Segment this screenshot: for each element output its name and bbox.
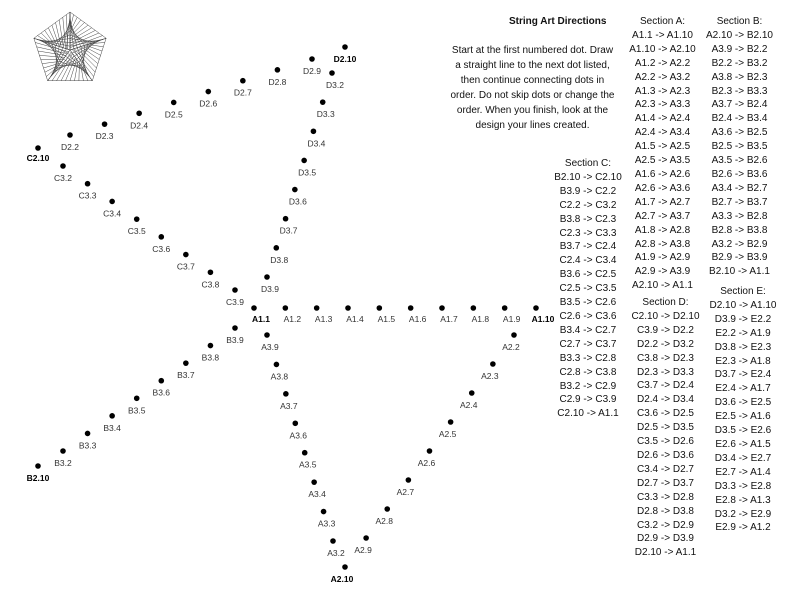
dot-marker <box>85 181 91 187</box>
dot-marker <box>283 391 289 397</box>
section-b-step: B2.2 -> B3.2 <box>711 57 768 69</box>
section-e-step: E2.2 -> A1.9 <box>715 327 771 339</box>
dot-label: D2.6 <box>199 98 218 109</box>
section-d-step: D2.10 -> A1.1 <box>634 547 697 559</box>
dot-D3-4 <box>307 128 325 148</box>
section-e-step: E2.9 -> A1.2 <box>715 522 771 534</box>
section-e-step: D3.6 -> E2.5 <box>714 397 772 409</box>
dot-label: A2.7 <box>396 487 415 497</box>
dot-label: A3.5 <box>298 459 317 470</box>
dot-label: A3.8 <box>270 371 289 382</box>
section-d-step: C3.2 -> D2.9 <box>637 519 694 531</box>
dot-marker <box>490 361 496 367</box>
section-b-step: B2.3 -> B3.3 <box>711 85 768 97</box>
section-c-step: B3.7 -> C2.4 <box>559 241 617 253</box>
section-b-step: A3.4 -> B2.7 <box>711 182 768 194</box>
dot-A3-5 <box>299 450 317 470</box>
dot-label: A3.6 <box>289 430 308 441</box>
dot-marker <box>60 163 66 169</box>
section-a-step: A2.9 -> A3.9 <box>634 266 691 278</box>
dot-label: B3.8 <box>201 352 220 363</box>
section-c-step: B3.2 -> C2.9 <box>559 380 617 392</box>
dot-C3-8 <box>201 269 219 289</box>
section-e-title: Section E: <box>720 286 766 297</box>
section-d-step: D2.9 -> D3.9 <box>637 533 694 545</box>
dot-A2-4 <box>460 390 478 410</box>
dot-label: C3.5 <box>127 226 146 237</box>
dot-C3-4 <box>103 199 121 219</box>
dot-label: D2.5 <box>164 109 183 120</box>
section-c-step: C2.2 -> C3.2 <box>559 199 617 211</box>
section-a-step: A1.3 -> A2.3 <box>634 85 691 97</box>
section-a-step: A1.4 -> A2.4 <box>634 113 691 125</box>
dot-D3-7 <box>280 216 298 236</box>
dot-B3-9 <box>226 325 244 345</box>
section-c-step: B3.3 -> C2.8 <box>559 352 617 364</box>
dot-A2-7 <box>397 477 415 497</box>
dot-label: D3.4 <box>307 138 326 149</box>
section-a-step: A1.6 -> A2.6 <box>634 168 691 180</box>
dot-label: A2.5 <box>438 429 457 439</box>
dot-marker <box>533 305 539 311</box>
dot-A3-3 <box>318 509 336 529</box>
dot-A1-5 <box>377 305 396 324</box>
dot-A1-4 <box>345 305 364 324</box>
dot-marker <box>302 450 308 456</box>
dot-label: A1.7 <box>440 314 458 324</box>
dot-marker <box>471 305 477 311</box>
dot-marker <box>183 252 189 258</box>
dot-marker <box>320 99 326 105</box>
dot-marker <box>283 216 289 222</box>
dot-marker <box>183 360 189 366</box>
dot-A1-1 <box>251 305 270 324</box>
dot-B3-2 <box>54 448 72 468</box>
dot-marker <box>342 44 348 50</box>
dot-label: A1.3 <box>314 314 333 324</box>
section-e-step: E2.3 -> A1.8 <box>715 355 771 367</box>
dot-label: B2.10 <box>26 473 50 483</box>
dot-label: D2.9 <box>303 66 321 76</box>
section-a-step: A1.1 -> A1.10 <box>632 29 693 41</box>
dot-marker <box>377 305 383 311</box>
dot-marker <box>158 378 164 384</box>
section-a-step: A1.9 -> A2.9 <box>634 252 691 264</box>
section-c-step: B3.5 -> C2.6 <box>559 297 617 309</box>
dot-marker <box>240 78 246 84</box>
dot-marker <box>511 332 517 338</box>
dot-marker <box>136 110 142 116</box>
dot-marker <box>158 234 164 240</box>
section-e-step: D2.10 -> A1.10 <box>709 299 777 311</box>
dot-C2-10 <box>27 145 50 163</box>
dot-marker <box>329 70 335 76</box>
dot-marker <box>406 477 412 483</box>
dot-A1-7 <box>439 305 458 324</box>
section-b-step: A2.10 -> B2.10 <box>706 29 773 41</box>
dot-marker <box>439 305 445 311</box>
section-a-title: Section A: <box>639 16 686 27</box>
dot-A3-9 <box>261 332 279 352</box>
dot-A2-5 <box>439 419 457 439</box>
section-e-step: E2.8 -> A1.3 <box>715 494 771 506</box>
dot-marker <box>283 305 289 311</box>
section-d-step: D2.2 -> D3.2 <box>637 338 694 350</box>
dot-label: B3.5 <box>127 405 146 416</box>
dot-marker <box>264 332 270 338</box>
dot-label: B3.6 <box>152 387 171 398</box>
dot-label: D3.9 <box>261 284 279 294</box>
dot-label: A1.8 <box>471 314 490 324</box>
dot-C3-2 <box>54 163 72 183</box>
dot-marker <box>314 305 320 311</box>
dot-label: C3.3 <box>78 190 97 201</box>
dot-marker <box>469 390 475 396</box>
instructions-text: Start at the first numbered dot. Draw a straight line to the next dot listed, then continue connecting dots in order. Do not skip dots or change the order. When you finish, look at the design your lines created. <box>450 45 615 131</box>
dot-marker <box>273 245 279 251</box>
dot-marker <box>134 216 140 222</box>
dot-marker <box>171 100 177 106</box>
dot-label: D2.7 <box>233 87 252 98</box>
section-c <box>548 157 628 421</box>
section-c-step: C2.3 -> C3.3 <box>559 227 617 239</box>
dot-label: A3.4 <box>308 489 326 500</box>
dot-A3-2 <box>327 538 345 558</box>
section-d-step: C3.5 -> D2.6 <box>637 436 694 448</box>
dot-B3-8 <box>202 343 220 363</box>
section-e-step: D3.2 -> E2.9 <box>714 508 772 520</box>
dot-marker <box>311 128 317 134</box>
dot-D2-7 <box>234 78 252 98</box>
section-b-step: A3.8 -> B2.3 <box>711 71 768 83</box>
dot-marker <box>102 121 108 127</box>
dot-D2-2 <box>61 132 79 152</box>
dot-A1-2 <box>283 305 302 324</box>
dot-marker <box>345 305 351 311</box>
dot-marker <box>292 187 298 193</box>
section-c-title: Section C: <box>564 158 612 169</box>
dot-B3-4 <box>103 413 121 433</box>
dot-A1-3 <box>314 305 333 324</box>
section-b-step: B2.7 -> B3.7 <box>711 196 768 208</box>
dot-label: A1.1 <box>252 314 270 324</box>
dot-D2-9 <box>303 56 321 76</box>
dot-label: A1.9 <box>502 314 521 324</box>
section-c-step: B3.8 -> C2.3 <box>559 213 617 225</box>
dot-label: B3.9 <box>226 335 244 345</box>
dot-marker <box>330 538 336 544</box>
dot-label: A2.8 <box>375 516 393 526</box>
dot-label: A1.4 <box>346 314 364 324</box>
section-c-step: C2.4 -> C3.4 <box>559 255 617 267</box>
dot-label: B3.4 <box>103 422 121 433</box>
dot-D3-5 <box>298 158 316 178</box>
dot-marker <box>60 448 66 454</box>
section-e-step: D3.5 -> E2.6 <box>714 425 772 437</box>
dot-label: D3.5 <box>298 167 317 178</box>
section-e-step: D3.8 -> E2.3 <box>714 341 772 353</box>
dot-label: D3.2 <box>326 80 344 90</box>
dot-B3-6 <box>153 378 171 398</box>
section-a-step: A2.3 -> A3.3 <box>634 99 691 111</box>
dot-marker <box>292 420 298 426</box>
section-c-step: C2.7 -> C3.7 <box>559 338 617 350</box>
section-d-title: Section D: <box>642 297 689 308</box>
section-e-step: E2.5 -> A1.6 <box>715 411 771 423</box>
section-d-step: C3.6 -> D2.5 <box>637 408 694 420</box>
section-b-step: B2.10 -> A1.1 <box>709 266 770 278</box>
dot-D3-6 <box>289 187 307 207</box>
dot-marker <box>134 395 140 401</box>
dot-label: A2.2 <box>502 342 520 352</box>
dot-C3-5 <box>128 216 146 236</box>
dot-C3-3 <box>79 181 97 201</box>
dot-A1-6 <box>408 305 427 324</box>
section-e-step: E2.6 -> A1.5 <box>715 438 771 450</box>
dot-marker <box>85 431 91 437</box>
dot-marker <box>264 274 270 280</box>
section-e-step: D3.9 -> E2.2 <box>714 313 772 325</box>
section-c-step: C2.9 -> C3.9 <box>559 394 617 406</box>
dot-marker <box>342 564 348 570</box>
section-a-step: A1.8 -> A2.8 <box>634 224 691 236</box>
dot-A2-8 <box>376 506 394 526</box>
section-c-step: C2.8 -> C3.8 <box>559 366 617 378</box>
dot-marker <box>321 509 327 515</box>
section-b-step: A3.9 -> B2.2 <box>711 43 768 55</box>
section-d-step: D2.4 -> D3.4 <box>637 394 694 406</box>
dot-label: D2.2 <box>61 142 79 152</box>
section-a-step: A2.2 -> A3.2 <box>634 71 691 83</box>
section-b-step: B2.8 -> B3.8 <box>711 224 768 236</box>
dot-marker <box>311 479 317 485</box>
dot-marker <box>251 305 257 311</box>
dot-label: C2.10 <box>26 153 50 163</box>
section-b-step: A3.3 -> B2.8 <box>711 210 768 222</box>
dot-C3-6 <box>152 234 170 254</box>
dot-label: A2.9 <box>354 545 372 555</box>
dot-marker <box>232 287 238 293</box>
dot-label: D2.10 <box>333 54 357 64</box>
dot-D3-3 <box>317 99 335 119</box>
page-title: String Art Directions <box>509 16 607 27</box>
section-a-step: A1.7 -> A2.7 <box>634 196 691 208</box>
section-a-step: A1.5 -> A2.5 <box>634 141 691 153</box>
section-b-step: A3.2 -> B2.9 <box>711 238 768 250</box>
dot-A2-3 <box>481 361 499 381</box>
section-c-step: C2.6 -> C3.6 <box>559 310 617 322</box>
section-e-step: D3.3 -> E2.8 <box>714 480 772 492</box>
dot-A1-8 <box>471 305 490 324</box>
section-d-step: D2.8 -> D3.8 <box>637 505 694 517</box>
dot-marker <box>109 413 115 419</box>
section-c-step: C2.10 -> A1.1 <box>557 408 619 420</box>
dot-label: D3.3 <box>316 109 335 120</box>
section-d-step: D2.3 -> D3.3 <box>637 366 694 378</box>
dot-D2-10 <box>334 44 357 64</box>
dot-label: A3.3 <box>317 518 336 529</box>
dot-label: A2.4 <box>460 400 478 410</box>
dot-label: C3.7 <box>176 261 195 272</box>
dot-label: A2.10 <box>330 574 354 584</box>
section-a-step: A1.10 -> A2.10 <box>629 43 696 55</box>
section-a-step: A2.4 -> A3.4 <box>634 127 691 139</box>
section-d-step: C3.9 -> D2.2 <box>637 324 694 336</box>
dot-label: A3.9 <box>261 342 279 352</box>
dot-C3-7 <box>177 252 195 272</box>
dot-marker <box>232 325 238 331</box>
dot-label: C3.4 <box>103 208 122 219</box>
section-d-step: C3.8 -> D2.3 <box>637 352 694 364</box>
section-e-step: E2.4 -> A1.7 <box>715 383 771 395</box>
section-b-step: A3.7 -> B2.4 <box>711 99 768 111</box>
dot-marker <box>309 56 315 62</box>
dot-A3-7 <box>280 391 298 411</box>
section-b-step: B2.4 -> B3.4 <box>711 113 768 125</box>
section-c-step: B3.4 -> C2.7 <box>559 324 617 336</box>
dot-label: B3.2 <box>54 458 72 468</box>
dot-label: D3.6 <box>288 196 307 207</box>
section-d-step: C2.10 -> D2.10 <box>631 310 700 322</box>
dot-marker <box>109 199 115 205</box>
section-e-step: D3.7 -> E2.4 <box>714 369 772 381</box>
dot-label: A3.2 <box>327 548 345 558</box>
dot-label: B3.7 <box>177 370 195 381</box>
dot-A2-9 <box>354 535 372 555</box>
section-d-step: D2.5 -> D3.5 <box>637 422 694 434</box>
dot-marker <box>67 132 73 138</box>
dot-marker <box>301 158 307 164</box>
section-c-step: B2.10 -> C2.10 <box>554 171 622 183</box>
dot-label: D3.8 <box>270 254 289 265</box>
dot-label: C3.2 <box>54 173 72 183</box>
dot-marker <box>208 343 214 349</box>
dot-D2-6 <box>199 89 217 109</box>
dot-marker <box>363 535 369 541</box>
section-a-step: A2.6 -> A3.6 <box>634 182 691 194</box>
section-a-step: A2.10 -> A1.1 <box>632 280 693 292</box>
section-d-step: D2.6 -> D3.6 <box>637 449 694 461</box>
dot-B2-10 <box>27 463 50 483</box>
dot-D2-3 <box>96 121 114 141</box>
dot-label: C3.9 <box>226 297 244 307</box>
dot-label: B3.3 <box>78 440 97 451</box>
dot-marker <box>384 506 390 512</box>
section-a <box>625 15 700 293</box>
dot-marker <box>275 67 281 73</box>
dot-D2-4 <box>130 110 148 130</box>
dot-label: A1.6 <box>408 314 427 324</box>
section-a-step: A2.7 -> A3.7 <box>634 210 691 222</box>
dot-label: C3.6 <box>152 243 171 254</box>
dot-label: A3.7 <box>280 400 298 411</box>
section-d-step: C3.3 -> D2.8 <box>637 491 694 503</box>
section-b-step: A3.5 -> B2.6 <box>711 155 768 167</box>
section-d-step: D2.7 -> D3.7 <box>637 477 694 489</box>
dot-B3-7 <box>177 360 195 380</box>
dot-D3-8 <box>270 245 288 265</box>
dot-label: D2.3 <box>95 131 114 142</box>
section-b <box>702 15 777 279</box>
dot-A2-2 <box>502 332 520 352</box>
dot-A3-4 <box>308 479 326 499</box>
section-a-step: A1.2 -> A2.2 <box>634 57 691 69</box>
dot-label: D2.4 <box>130 120 149 131</box>
section-c-step: C2.5 -> C3.5 <box>559 283 617 295</box>
dot-marker <box>408 305 414 311</box>
dot-A1-9 <box>502 305 521 324</box>
section-a-step: A2.8 -> A3.8 <box>634 238 691 250</box>
dot-marker <box>35 145 41 151</box>
dot-label: A1.5 <box>377 314 396 324</box>
dot-A3-8 <box>271 362 289 382</box>
dot-D2-5 <box>165 100 183 120</box>
section-d <box>628 296 703 560</box>
dot-C3-9 <box>226 287 244 307</box>
dot-marker <box>448 419 454 425</box>
dot-A2-10 <box>331 564 354 584</box>
dot-A3-6 <box>290 420 308 440</box>
dot-label: A2.6 <box>417 458 436 468</box>
dot-D3-2 <box>326 70 344 90</box>
dot-label: A1.2 <box>283 314 302 324</box>
dot-D2-8 <box>268 67 286 87</box>
section-e-step: D3.4 -> E2.7 <box>714 452 772 464</box>
dot-marker <box>205 89 211 95</box>
dot-label: D3.7 <box>279 225 298 236</box>
section-e <box>703 285 783 535</box>
dot-label: D2.8 <box>268 76 287 87</box>
dot-A2-6 <box>418 448 436 468</box>
dot-B3-3 <box>79 431 97 451</box>
section-a-step: A2.5 -> A3.5 <box>634 155 691 167</box>
section-b-step: B2.6 -> B3.6 <box>711 168 768 180</box>
section-b-title: Section B: <box>716 16 763 27</box>
dot-marker <box>274 362 280 368</box>
dot-label: C3.8 <box>201 279 220 290</box>
section-d-step: C3.4 -> D2.7 <box>637 463 694 475</box>
section-c-step: B3.6 -> C2.5 <box>559 269 617 281</box>
section-b-step: A3.6 -> B2.5 <box>711 127 768 139</box>
section-b-step: B2.5 -> B3.5 <box>711 141 768 153</box>
dot-marker <box>208 269 214 275</box>
dot-B3-5 <box>128 395 146 415</box>
dot-marker <box>427 448 433 454</box>
section-c-step: B3.9 -> C2.2 <box>559 185 617 197</box>
dot-marker <box>35 463 41 469</box>
section-d-step: C3.7 -> D2.4 <box>637 380 694 392</box>
section-e-step: E2.7 -> A1.4 <box>715 466 771 478</box>
dot-marker <box>502 305 508 311</box>
dot-label: A1.10 <box>531 314 555 324</box>
dot-label: A2.3 <box>481 371 499 381</box>
dot-D3-9 <box>261 274 279 294</box>
section-b-step: B2.9 -> B3.9 <box>711 252 768 264</box>
